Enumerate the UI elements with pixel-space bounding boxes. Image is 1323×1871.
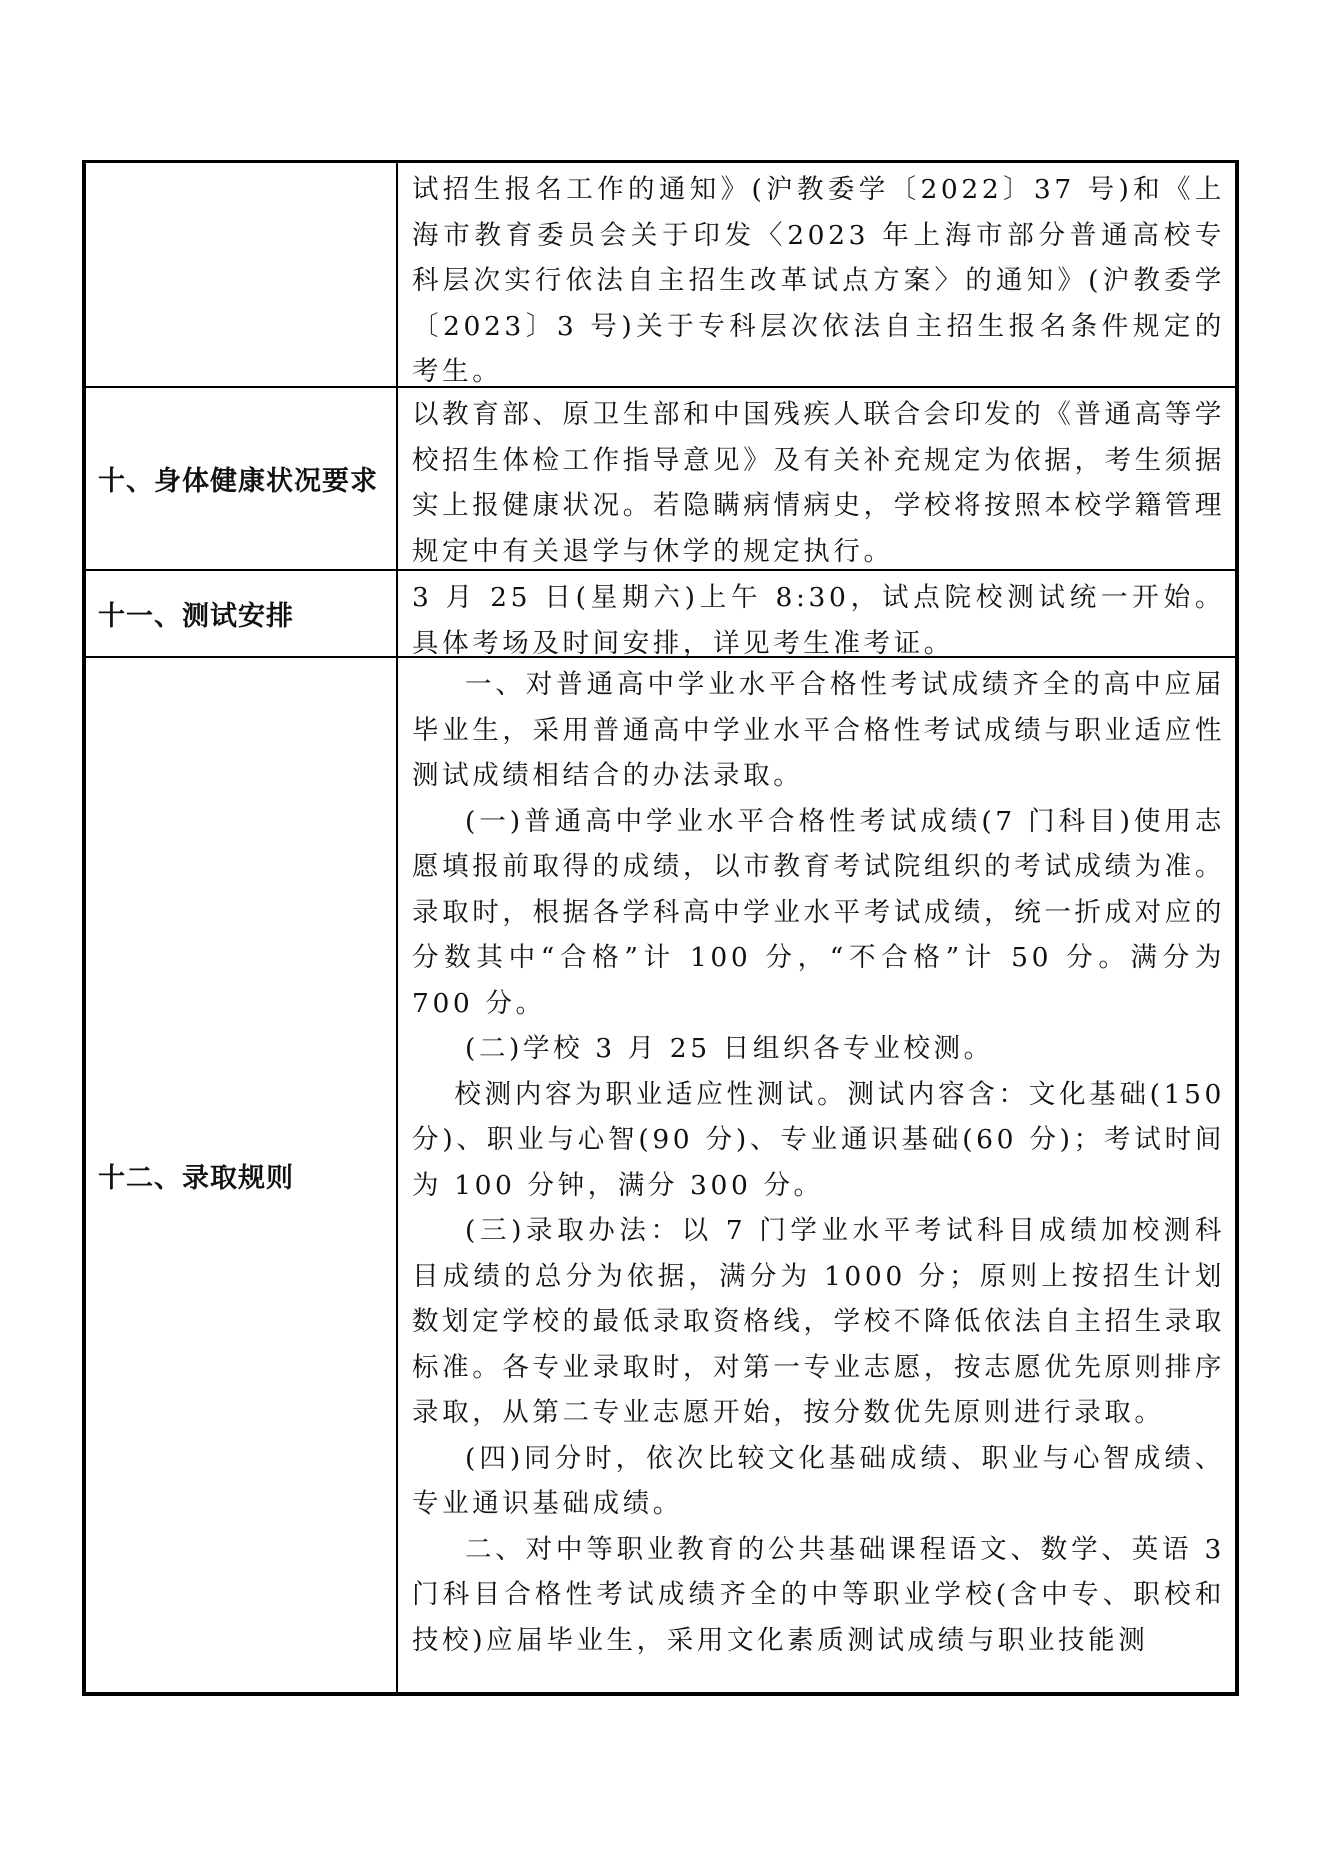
table-row-eligibility-continued bbox=[86, 163, 1235, 388]
admission-table bbox=[82, 160, 1239, 1696]
paragraph: 试招生报名工作的通知》(沪教委学〔2022〕37 号)和《上海市教育委员会关于印发〈2023 年上海市部分普通高校专科层次实行依法自主招生改革试点方案〉的通知》(沪教委学〔2023〕3 号)关于专科层次依法自主招生报名条件规定的考生。 bbox=[412, 174, 1225, 387]
row-label: 十一、测试安排 bbox=[86, 571, 398, 656]
paragraph: 校测内容为职业适应性测试。测试内容含：文化基础(150 分)、职业与心智(90 分)、专业通识基础(60 分)；考试时间为 100 分钟，满分 300 分。 bbox=[412, 1078, 1225, 1201]
row-content bbox=[398, 571, 1235, 659]
paragraph: (三)录取办法：以 7 门学业水平考试科目成绩加校测科目成绩的总分为依据，满分为 1000 分；原则上按招生计划数划定学校的最低录取资格线，学校不降低依法自主招生录取标准。各专业录取时，对第一专业志愿，按志愿优先原则排序录取，从第二专业志愿开始，按分数优先原则进行录取。 bbox=[412, 1215, 1225, 1428]
row-label: 十、身体健康状况要求 bbox=[86, 388, 398, 569]
row-content bbox=[398, 388, 1235, 569]
table-row-test-schedule bbox=[86, 571, 1235, 658]
paragraph: (一)普通高中学业水平合格性考试成绩(7 门科目)使用志愿填报前取得的成绩，以市教育考试院组织的考试成绩为准。录取时，根据各学科高中学业水平考试成绩，统一折成对应的分数其中“合格”计 100 分，“不合格”计 50 分。满分为 700 分。 bbox=[412, 805, 1225, 1019]
row-content bbox=[398, 163, 1235, 386]
row-label: 十二、录取规则 bbox=[86, 658, 398, 1692]
paragraph: 以教育部、原卫生部和中国残疾人联合会印发的《普通高等学校招生体检工作指导意见》及有关补充规定为依据，考生须据实上报健康状况。若隐瞒病情病史，学校将按照本校学籍管理规定中有关退学与休学的规定执行。 bbox=[412, 399, 1225, 567]
table-row-health-requirements bbox=[86, 388, 1235, 571]
paragraph: 二、对中等职业教育的公共基础课程语文、数学、英语 3 门科目合格性考试成绩齐全的中等职业学校(含中专、职校和技校)应届毕业生，采用文化素质测试成绩与职业技能测 bbox=[412, 1533, 1225, 1656]
paragraph: 一、对普通高中学业水平合格性考试成绩齐全的高中应届毕业生，采用普通高中学业水平合格性考试成绩与职业适应性测试成绩相结合的办法录取。 bbox=[412, 669, 1225, 791]
paragraph: 3 月 25 日(星期六)上午 8:30，试点院校测试统一开始。具体考场及时间安排，详见考生准考证。 bbox=[412, 582, 1225, 659]
paragraph: (二)学校 3 月 25 日组织各专业校测。 bbox=[465, 1033, 994, 1064]
row-label bbox=[86, 163, 398, 386]
row-content bbox=[398, 658, 1235, 1692]
paragraph: (四)同分时，依次比较文化基础成绩、职业与心智成绩、专业通识基础成绩。 bbox=[412, 1442, 1225, 1519]
table-row-admission-rules bbox=[86, 658, 1235, 1692]
